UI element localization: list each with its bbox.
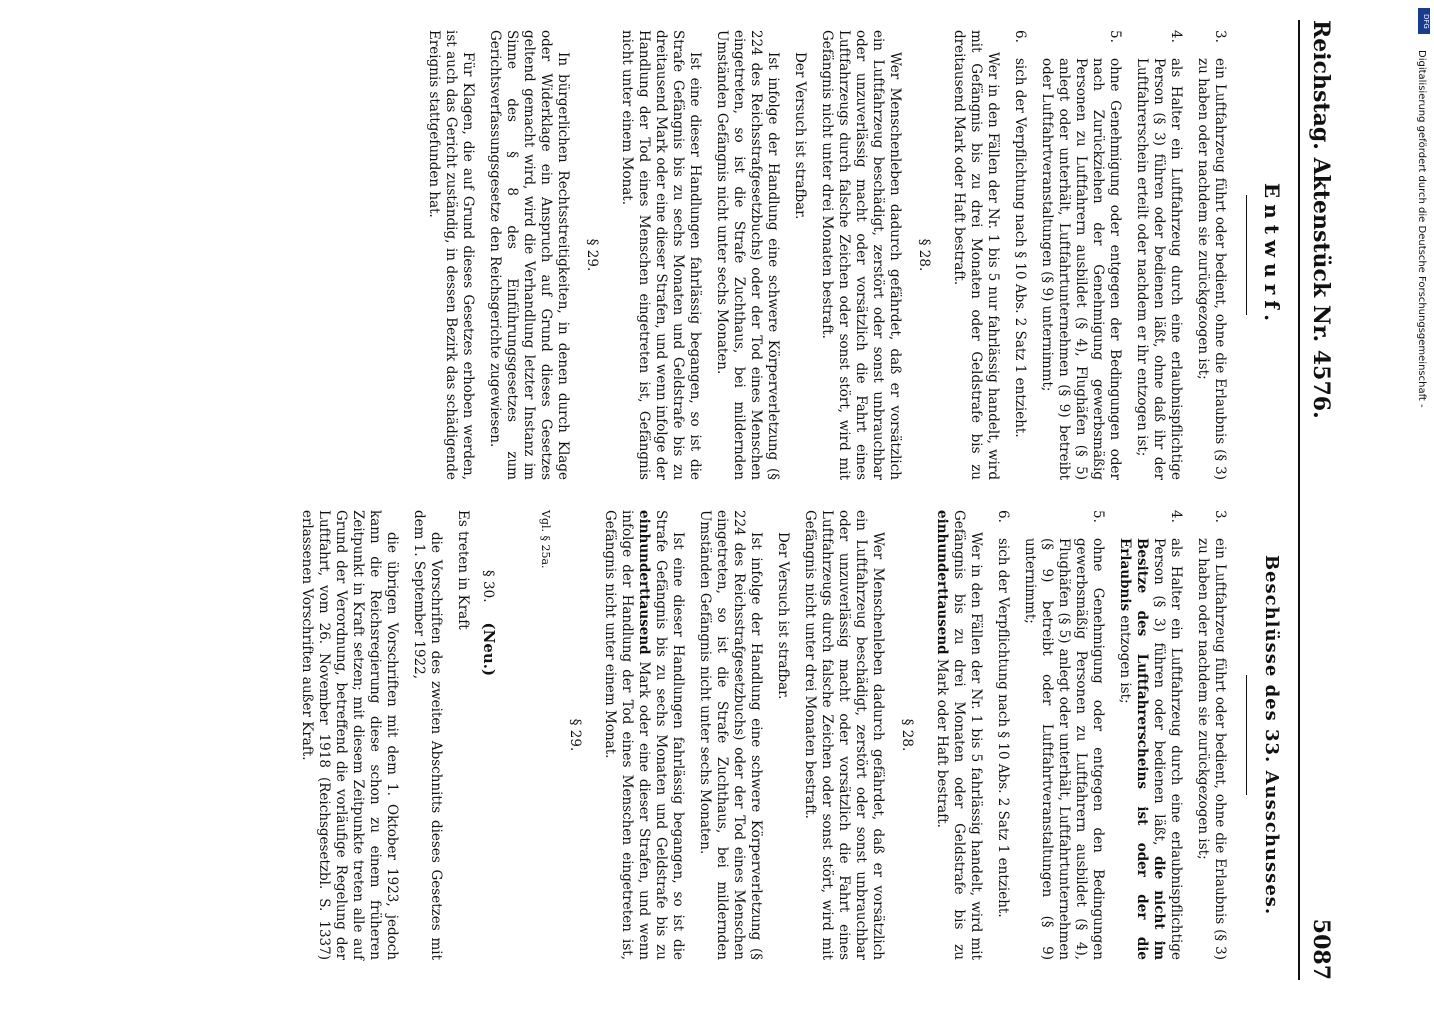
paragraph: die Vorschriften des zweiten Abschnitts dieses Gesetzes mit dem 1. September 1922, bbox=[411, 510, 444, 960]
item-number: 6. bbox=[1012, 30, 1028, 43]
paragraph: In bürgerlichen Rechtsstreitigkeiten, in denen durch Klage oder Widerklage ein Anspruch auf Grund dieses Gesetzes geltend gemacht wird, wird die Verhandlung letzter Instanz im Sinne des § 8 des Einführungsgesetzes zum Gerichtsverfassungsgesetze den Reichsgerichte zugewiesen. bbox=[487, 30, 571, 480]
item-number: 4. bbox=[1168, 30, 1184, 43]
title-rule bbox=[1246, 675, 1247, 795]
page-number: 5087 bbox=[1308, 918, 1334, 980]
item-text: ohne Genehmigung oder entgegen der Bedingungen oder nach Zurückziehen der Genehmigung gewerbsmäßig Personen zu Luftfahrern ausbildet (§ 4), Flughäfen (§ 5) anlegt oder unterhält, Luftfahrtunternehmen (§ 9) betreibt oder Luftfahrtveranstaltungen (§ 9) unternimmt; bbox=[1039, 58, 1123, 480]
paragraph: Ist infolge der Handlung eine schwere Körperverletzung (§ 224 des Reichsstrafgesetzbuchs) oder der Tod eines Menschen eingetreten, so ist die Strafe Zuchthaus, bei mildernden Umständen Gefängnis nicht unter sechs Monaten. bbox=[714, 30, 781, 480]
paragraph-part: Mark oder Haft bestraft. bbox=[934, 654, 950, 828]
list-item bbox=[1038, 30, 1123, 480]
left-column bbox=[415, 30, 1284, 480]
title-rule bbox=[1246, 195, 1247, 315]
list-item bbox=[1194, 510, 1228, 960]
section-heading bbox=[479, 570, 497, 960]
list-item bbox=[1011, 30, 1028, 480]
digitization-note bbox=[1415, 10, 1429, 990]
item-text-part: als Halter ein Luftfahrzeug durch eine erlaubnispflichtige Person (§ 3) führen oder bedienen läßt, bbox=[1151, 538, 1184, 960]
paragraph: Für Klagen, die auf Grund dieses Gesetzes erhoben werden, ist auch das Gericht zuständig, in dessen Bezirk das schädigende Ereignis stattgefunden hat. bbox=[426, 30, 476, 480]
digitization-note-text: Digitalisierung gefördert durch die Deutsche Forschungsgemeinschaft - bbox=[1416, 50, 1427, 408]
paragraph: Wer Menschenleben dadurch gefährdet, daß er vorsätzlich ein Luftfahrzeug beschädigt, zerstört oder sonst unbrauchbar oder unzuverlässig macht oder vorsätzlich die Fahrt eines Luftfahrzeugs durch falsche Zeichen oder sonst stört, wird mit Gefängnis nicht unter drei Monaten bestraft. bbox=[802, 510, 886, 960]
emphasis-text: einhunderttausend bbox=[934, 510, 950, 655]
right-column-title: Beschlüsse des 33. Ausschusses. bbox=[1261, 554, 1282, 916]
item-number: 5. bbox=[1090, 510, 1106, 523]
paragraph-part: Mark oder eine dieser Strafen, und wenn infolge der Handlung der Tod eines Menschen eingetreten ist, Gefängnis nicht unter einem Monat. bbox=[602, 510, 652, 960]
list-item bbox=[1133, 30, 1184, 480]
paragraph: Wer in den Fällen der Nr. 1 bis 5 nur fahrlässig handelt, wird mit Gefängnis bis zu drei Monaten oder Geldstrafe bis zu dreitausend Mark oder Haft bestraft. bbox=[951, 30, 1001, 480]
item-text: ein Luftfahrzeug führt oder bedient, ohne die Erlaubnis (§ 3) zu haben oder nachdem sie zurückgezogen ist; bbox=[1195, 58, 1228, 480]
item-number: 5. bbox=[1107, 30, 1123, 43]
paragraph: Ist infolge der Handlung eine schwere Körperverletzung (§ 224 des Reichsstrafgesetzbuchs) oder der Tod eines Menschen eingetreten, so ist die Strafe Zuchthaus, bei mildernden Umständen Gefängnis nicht unter sechs Monaten. bbox=[697, 510, 764, 960]
emphasis-text: einhunderttausend bbox=[636, 510, 652, 655]
item-text: ohne Genehmigung oder entgegen den Bedingungen gewerbsmäßig Personen zu Luftfahrern ausbildet (§ 4), Flughäfen (§ 5) anlegt oder unterhält, Luftfahrtunternehmen (§ 9) betreibt oder Luftfahrtveranstaltungen (§ 9) unternimmt; bbox=[1022, 538, 1106, 960]
paragraph: Es treten in Kraft bbox=[455, 510, 471, 630]
emphasis-text: die nicht im Besitze des Luftfahrerscheins ist oder der die Erlaubnis bbox=[1117, 538, 1167, 961]
item-number: 4. bbox=[1168, 510, 1184, 523]
cross-reference: Vgl. § 25a. bbox=[539, 510, 552, 569]
item-text: sich der Verpflichtung nach § 10 Abs. 2 Satz 1 entzieht. bbox=[995, 538, 1011, 918]
paragraph-part: Wer in den Fällen der Nr. 1 bis 5 fahrlässig handelt, wird mit Gefängnis bis zu drei Monaten oder Geldstrafe bis zu bbox=[951, 510, 984, 960]
left-column-title: Entwurf. bbox=[1260, 182, 1284, 328]
section-heading: § 28. bbox=[899, 718, 915, 752]
item-text bbox=[1116, 538, 1184, 960]
section-heading: § 28. bbox=[916, 238, 932, 272]
rotated-page bbox=[0, 20, 1340, 980]
new-marker: (Neu.) bbox=[480, 622, 498, 677]
item-number: 6. bbox=[995, 510, 1011, 523]
dfg-logo: DFG bbox=[1418, 8, 1430, 34]
item-number: 3. bbox=[1212, 510, 1228, 523]
paragraph: Der Versuch ist strafbar. bbox=[792, 52, 808, 220]
paragraph: die übrigen Vorschriften mit dem 1. Oktober 1923, jedoch kann die Reichsregierung diese schon zu einem früheren Zeitpunkt in Kraft setzen; mit diesem Zeitpunkte treten alle auf Grund der Verordnung, betreffend die vorläufige Regelung der Luftfahrt, vom 26. November 1918 (Reichsgesetzbl. S. 1337) erlassenen Vorschriften außer Kraft. bbox=[299, 510, 400, 960]
item-text-part: entzogen ist; bbox=[1117, 611, 1133, 704]
list-item bbox=[1116, 510, 1184, 960]
paragraph-part: Ist eine dieser Handlungen fahrlässig begangen, so ist die Strafe Gefängnis bis zu sechs Monaten und Geldstrafe bis zu bbox=[653, 510, 686, 960]
paragraph bbox=[601, 510, 686, 960]
paragraph bbox=[933, 510, 984, 960]
list-item bbox=[1021, 510, 1106, 960]
section-heading: § 29. bbox=[584, 238, 600, 272]
right-column bbox=[288, 510, 1280, 960]
paragraph: Der Versuch ist strafbar. bbox=[775, 532, 791, 700]
page-header bbox=[1298, 20, 1340, 980]
section-heading: § 29. bbox=[567, 718, 583, 752]
item-number: 3. bbox=[1212, 30, 1228, 43]
item-text: als Halter ein Luftfahrzeug durch eine erlaubnispflichtige Person (§ 3) führen oder bedienen läßt, ohne daß ihr der Luftfahrerschein erteilt oder nachdem er ihr entzogen ist; bbox=[1134, 58, 1184, 480]
paragraph: Ist eine dieser Handlungen fahrlässig begangen, so ist die Strafe Gefängnis bis zu sechs Monaten und Geldstrafe bis zu dreitausend Mark oder eine dieser Strafen, und wenn infolge der Handlung der Tod eines Menschen eingetreten ist, Gefängnis nicht unter einem Monat. bbox=[619, 30, 703, 480]
list-item bbox=[994, 510, 1011, 960]
section-number: § 30. bbox=[480, 570, 496, 603]
item-text: ein Luftfahrzeug führt oder bedient, ohne die Erlaubnis (§ 3) zu haben oder nachdem sie zurückgezogen ist; bbox=[1195, 538, 1228, 960]
item-text: sich der Verpflichtung nach § 10 Abs. 2 Satz 1 entzieht. bbox=[1012, 58, 1028, 438]
list-item bbox=[1194, 30, 1228, 480]
paragraph: Wer Menschenleben dadurch gefährdet, daß er vorsätzlich ein Luftfahrzeug beschädigt, zerstört oder sonst unbrauchbar oder unzuverlässig macht oder vorsätzlich die Fahrt eines Luftfahrzeugs durch falsche Zeichen oder sonst stört, wird mit Gefängnis nicht unter drei Monaten bestraft. bbox=[819, 30, 903, 480]
header-title: Reichstag. Aktenstück Nr. 4576. bbox=[1308, 20, 1334, 419]
